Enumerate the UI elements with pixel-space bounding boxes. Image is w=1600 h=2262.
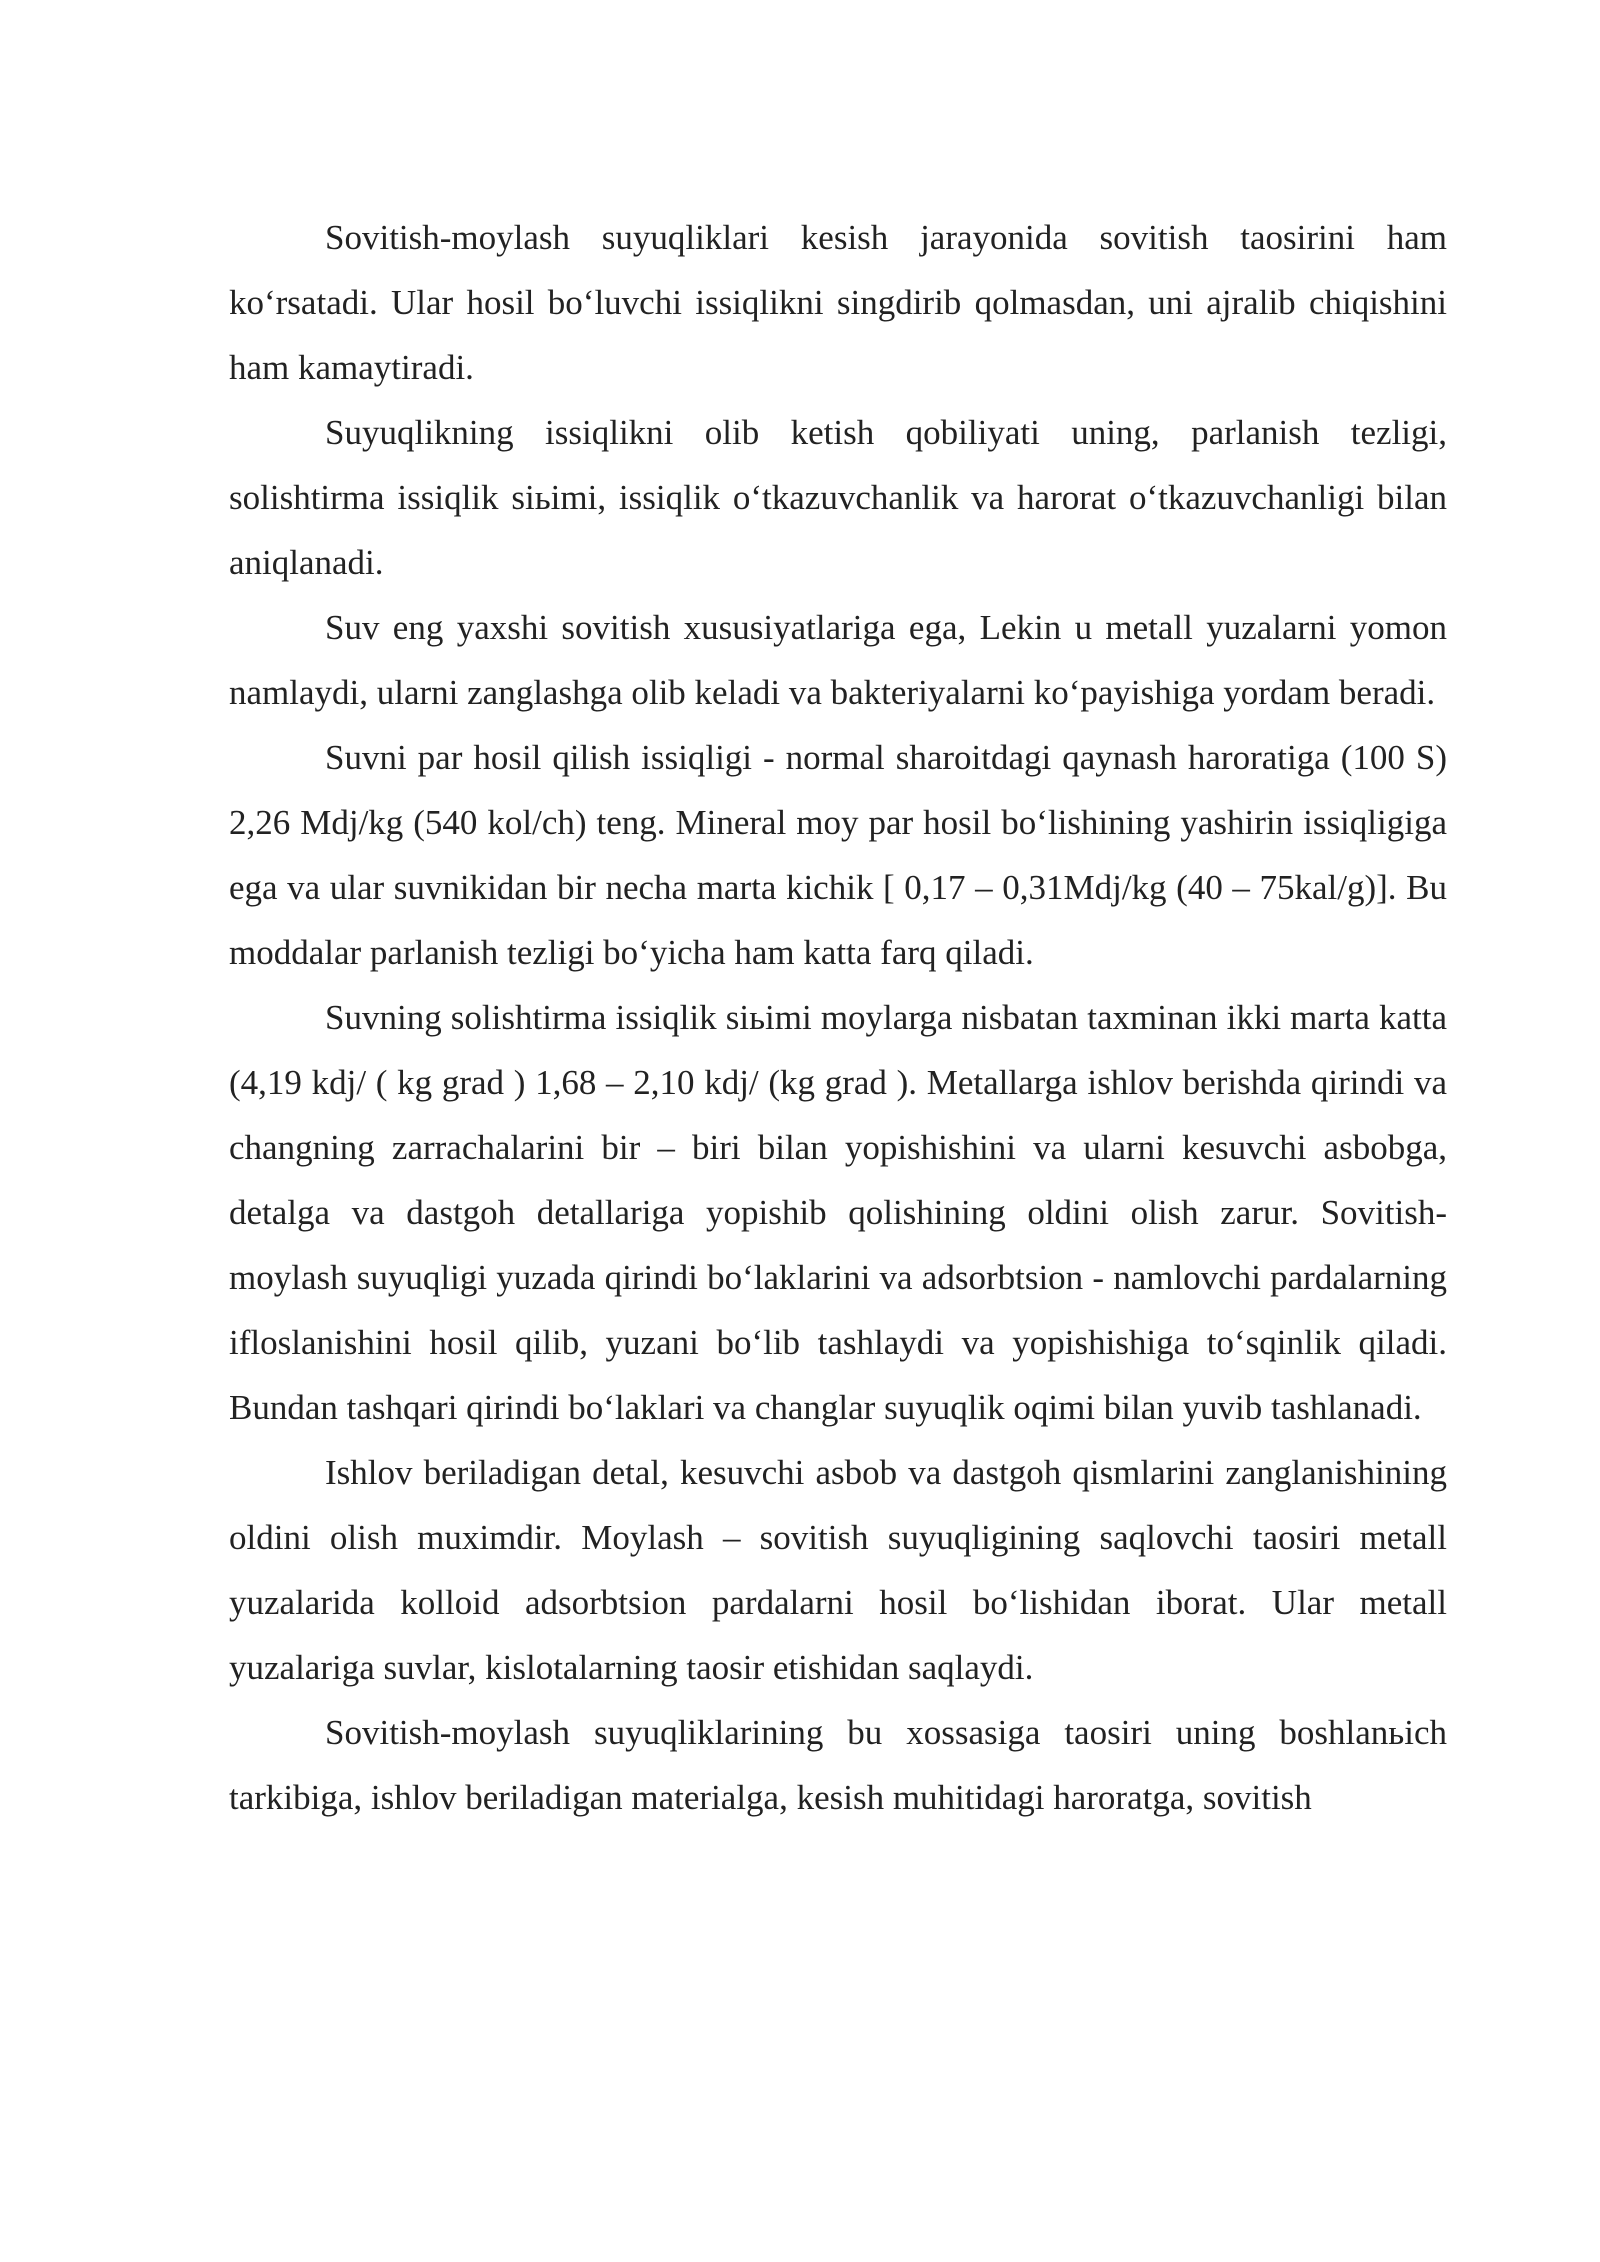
paragraph-specific-heat: Suvning solishtirma issiqlik siьimi moylarga nisbatan taxminan ikki marta katta (4,19 kdj/ ( kg grad ) 1,68 – 2,10 kdj/ (kg grad ). Metallarga ishlov berishda qirindi va changning zarrachalarini bir – biri bilan yopishishini va ularni kesuvchi asbobga, detalga va dastgoh detallariga yopishib qolishining oldini olish zarur. Sovitish-moylash suyuqligi yuzada qirindi boʻlaklarini va adsorbtsion - namlovchi pardalarning ifloslanishini hosil qilib, yuzani boʻlib tashlaydi va yopishishiga toʻsqinlik qiladi. Bundan tashqari qirindi boʻlaklari va changlar suyuqlik oqimi bilan yuvib tashlanadi. [229, 998, 1447, 1427]
paragraph-cooling-effect: Sovitish-moylash suyuqliklari kesish jarayonida sovitish taosirini ham koʻrsatadi. Ular hosil boʻluvchi issiqlikni singdirib qolmasdan, uni ajralib chiqishini ham kamaytiradi. [229, 218, 1447, 387]
paragraph-water-properties: Suv eng yaxshi sovitish xususiyatlariga ega, Lekin u metall yuzalarni yomon namlaydi, ularni zanglashga olib keladi va bakteriyalarni koʻpayishiga yordam beradi. [229, 608, 1447, 712]
paragraph-heat-removal: Suyuqlikning issiqlikni olib ketish qobiliyati uning, parlanish tezligi, solishtirma issiqlik siьimi, issiqlik oʻtkazuvchanlik va harorat oʻtkazuvchanligi bilan aniqlanadi. [229, 413, 1447, 582]
paragraph-corrosion-protection: Ishlov beriladigan detal, kesuvchi asbob va dastgoh qismlarini zanglanishining oldini olish muximdir. Moylash – sovitish suyuqligining saqlovchi taosiri metall yuzalarida kolloid adsorbtsion pardalarni hosil boʻlishidan iborat. Ular metall yuzalariga suvlar, kislotalarning taosir etishidan saqlaydi. [229, 1453, 1447, 1687]
paragraph-composition-effect: Sovitish-moylash suyuqliklarining bu xossasiga taosiri uning boshlanьich tarkibiga, ishlov beriladigan materialga, kesish muhitidagi haroratga, sovitish [229, 1713, 1447, 1817]
paragraph-vaporization-heat: Suvni par hosil qilish issiqligi - normal sharoitdagi qaynash haroratiga (100 S) 2,26 Mdj/kg (540 kol/ch) teng. Mineral moy par hosil boʻlishining yashirin issiqligiga ega va ular suvnikidan bir necha marta kichik [ 0,17 – 0,31Mdj/kg (40 – 75kal/g)]. Bu moddalar parlanish tezligi boʻyicha ham katta farq qiladi. [229, 738, 1447, 972]
document-body [229, 205, 1447, 1830]
